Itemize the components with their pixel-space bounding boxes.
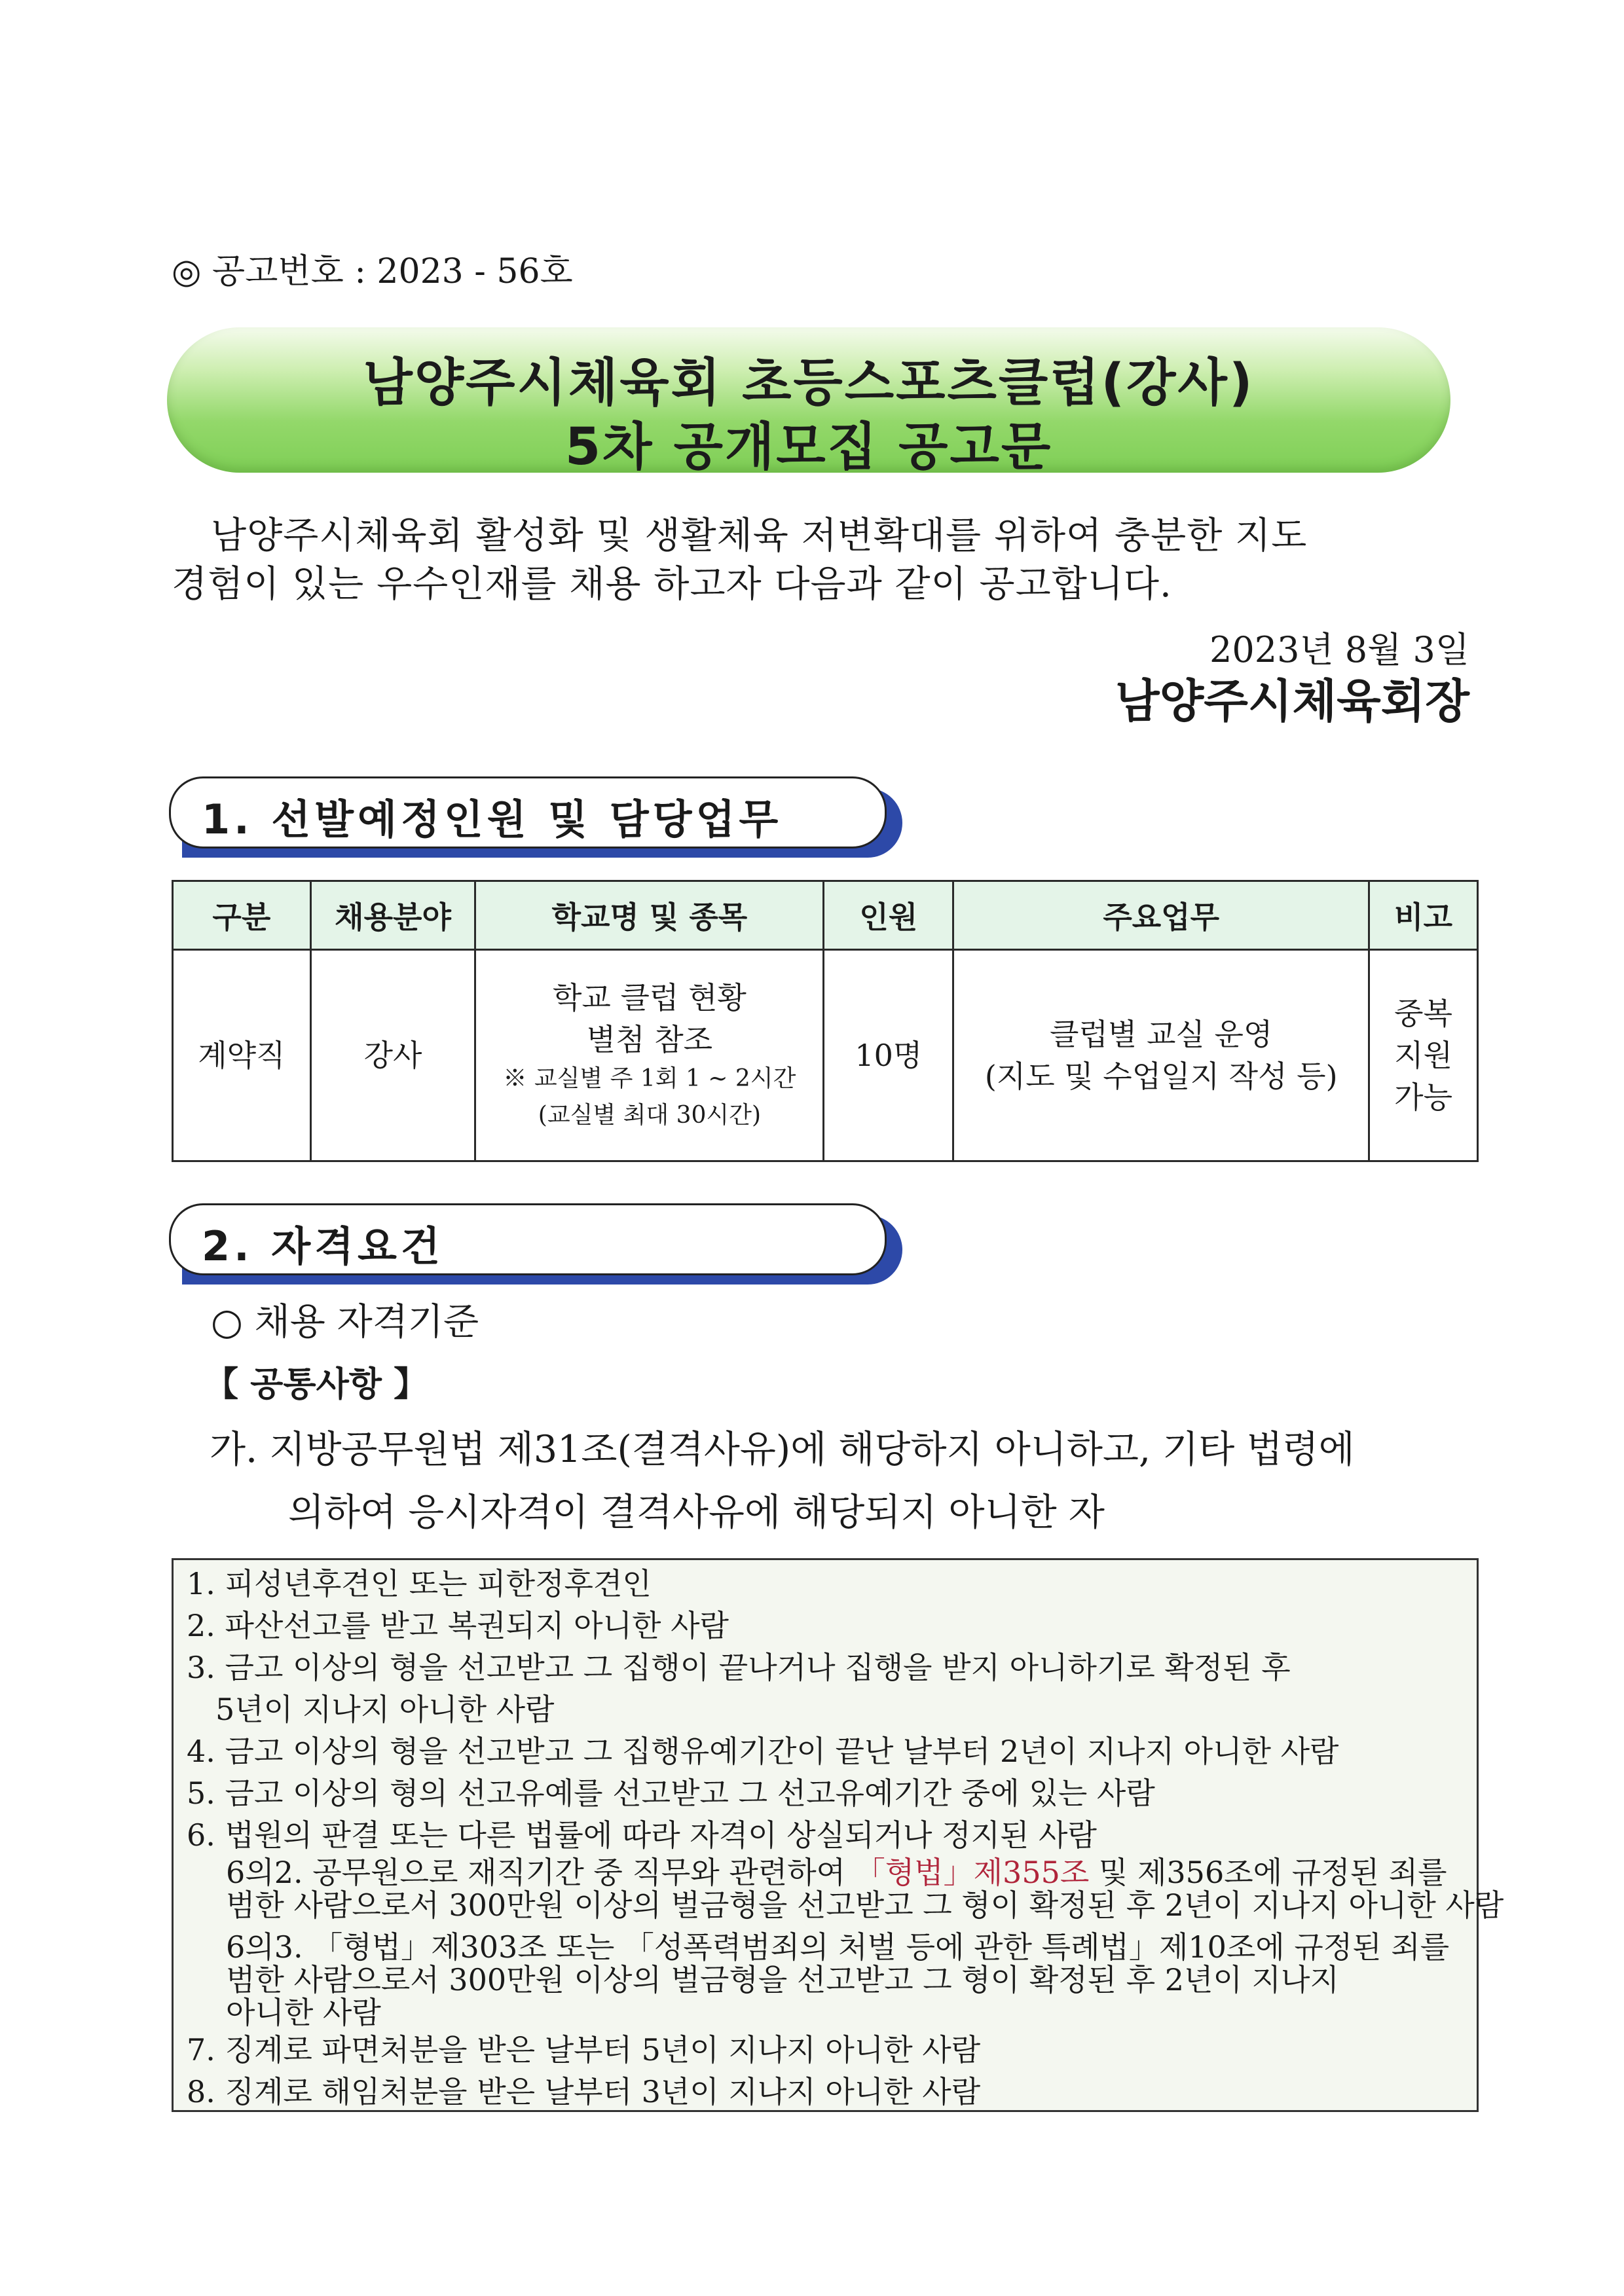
table-header-row <box>173 881 1478 950</box>
list-item: 6. 법원의 판결 또는 다른 법률에 따라 자격이 상실되거나 정지된 사람 <box>187 1817 1097 1853</box>
criteria-heading: ○ 채용 자격기준 <box>211 1301 479 1343</box>
intro-line-2: 경험이 있는 우수인재를 채용 하고자 다음과 같이 공고합니다. <box>172 563 1172 606</box>
disqualification-list <box>187 1563 1504 2113</box>
organization-head: 남양주시체육회장 <box>1115 674 1469 728</box>
list-item: 5. 금고 이상의 형의 선고유예를 선고받고 그 선고유예기간 중에 있는 사람 <box>187 1776 1155 1811</box>
list-item: 4. 금고 이상의 형을 선고받고 그 집행유예기간이 끝난 날부터 2년이 지나지 아니한 사람 <box>187 1734 1339 1769</box>
cell-school <box>475 950 824 1161</box>
note-line-3: 가능 <box>1394 1080 1453 1115</box>
cell-duty <box>953 950 1369 1161</box>
intro-paragraph <box>172 512 1455 609</box>
note-line-1: 중복 <box>1394 996 1453 1031</box>
list-item: 2. 파산선고를 받고 복권되지 아니한 사람 <box>187 1608 729 1643</box>
disqualification-box <box>172 1558 1504 2112</box>
list-item: 5년이 지나지 아니한 사람 <box>215 1692 555 1727</box>
title-line-2: 5차 공개모집 공고문 <box>564 418 1053 477</box>
intro-line-1: 남양주시체육회 활성화 및 생활체육 저변확대를 위하여 충분한 지도 <box>211 515 1308 557</box>
cell-note <box>1369 950 1478 1161</box>
cell-type: 계약직 <box>173 950 311 1161</box>
school-note-1: ※ 교실별 주 1회 1 ~ 2시간 <box>503 1065 796 1092</box>
cell-count: 10명 <box>824 950 953 1161</box>
requirement-ga-line-2: 의하여 응시자격이 결격사유에 해당되지 아니한 자 <box>288 1491 1105 1534</box>
list-item: 3. 금고 이상의 형을 선고받고 그 집행이 끝나거나 집행을 받지 아니하기로 확정된 후 <box>187 1650 1291 1685</box>
school-note-2: (교실별 최대 30시간) <box>538 1102 761 1129</box>
header-school: 학교명 및 종목 <box>475 881 824 950</box>
common-heading: 【 공통사항 】 <box>204 1365 428 1404</box>
title-banner <box>167 327 1450 477</box>
item-6-2-text-end: 및 제356조에 규정된 죄를 <box>1089 1855 1447 1890</box>
section-1-title: 1. 선발예정인원 및 담당업무 <box>202 795 783 843</box>
list-item: 6의3. 「형법」제303조 또는 「성폭력범죄의 처벌 등에 관한 특례법」제10조에 규정된 죄를 <box>226 1929 1450 1965</box>
duty-line-1: 클럽별 교실 운영 <box>1050 1017 1273 1052</box>
list-item: 1. 피성년후견인 또는 피한정후견인 <box>187 1566 652 1601</box>
header-field: 채용분야 <box>310 881 475 950</box>
requirement-ga <box>210 1418 1355 1544</box>
title-line-1: 남양주시체육회 초등스포츠클럽(강사) <box>363 354 1255 412</box>
section-2-heading <box>169 1203 896 1277</box>
cell-field: 강사 <box>310 950 475 1161</box>
criminal-act-reference: 「형법」제355조 <box>855 1855 1090 1890</box>
section-2-title: 2. 자격요건 <box>202 1222 444 1270</box>
table-row <box>173 950 1478 1161</box>
header-duty: 주요업무 <box>953 881 1369 950</box>
header-note: 비고 <box>1369 881 1478 950</box>
list-item <box>187 1856 1504 1889</box>
header-category: 구분 <box>173 881 311 950</box>
list-item: 아니한 사람 <box>226 1995 381 2030</box>
recruitment-table <box>172 880 1479 1162</box>
note-line-2: 지원 <box>1394 1038 1453 1073</box>
school-line-1: 학교 클럽 현황 <box>552 980 747 1015</box>
list-item: 7. 징계로 파면처분을 받은 날부터 5년이 지나지 아니한 사람 <box>187 2032 981 2068</box>
list-item: 범한 사람으로서 300만원 이상의 벌금형을 선고받고 그 형이 확정된 후 2년이 지나지 아니한 사람 <box>226 1887 1504 1923</box>
header-count: 인원 <box>824 881 953 950</box>
duty-line-2: (지도 및 수업일지 작성 등) <box>984 1059 1338 1094</box>
announcement-date: 2023년 8월 3일 <box>1209 629 1469 670</box>
list-item: 범한 사람으로서 300만원 이상의 벌금형을 선고받고 그 형이 확정된 후 2년이 지나지 <box>226 1962 1339 1997</box>
item-6-2-text: 6의2. 공무원으로 재직기간 중 직무와 관련하여 <box>226 1855 855 1890</box>
list-item: 8. 징계로 해임처분을 받은 날부터 3년이 지나지 아니한 사람 <box>187 2074 981 2109</box>
section-1-heading <box>169 776 896 850</box>
school-line-2: 별첨 참조 <box>586 1022 713 1057</box>
requirement-ga-line-1: 가. 지방공무원법 제31조(결격사유)에 해당하지 아니하고, 기타 법령에 <box>210 1428 1355 1471</box>
notice-number: ◎ 공고번호 : 2023 - 56호 <box>172 252 573 291</box>
